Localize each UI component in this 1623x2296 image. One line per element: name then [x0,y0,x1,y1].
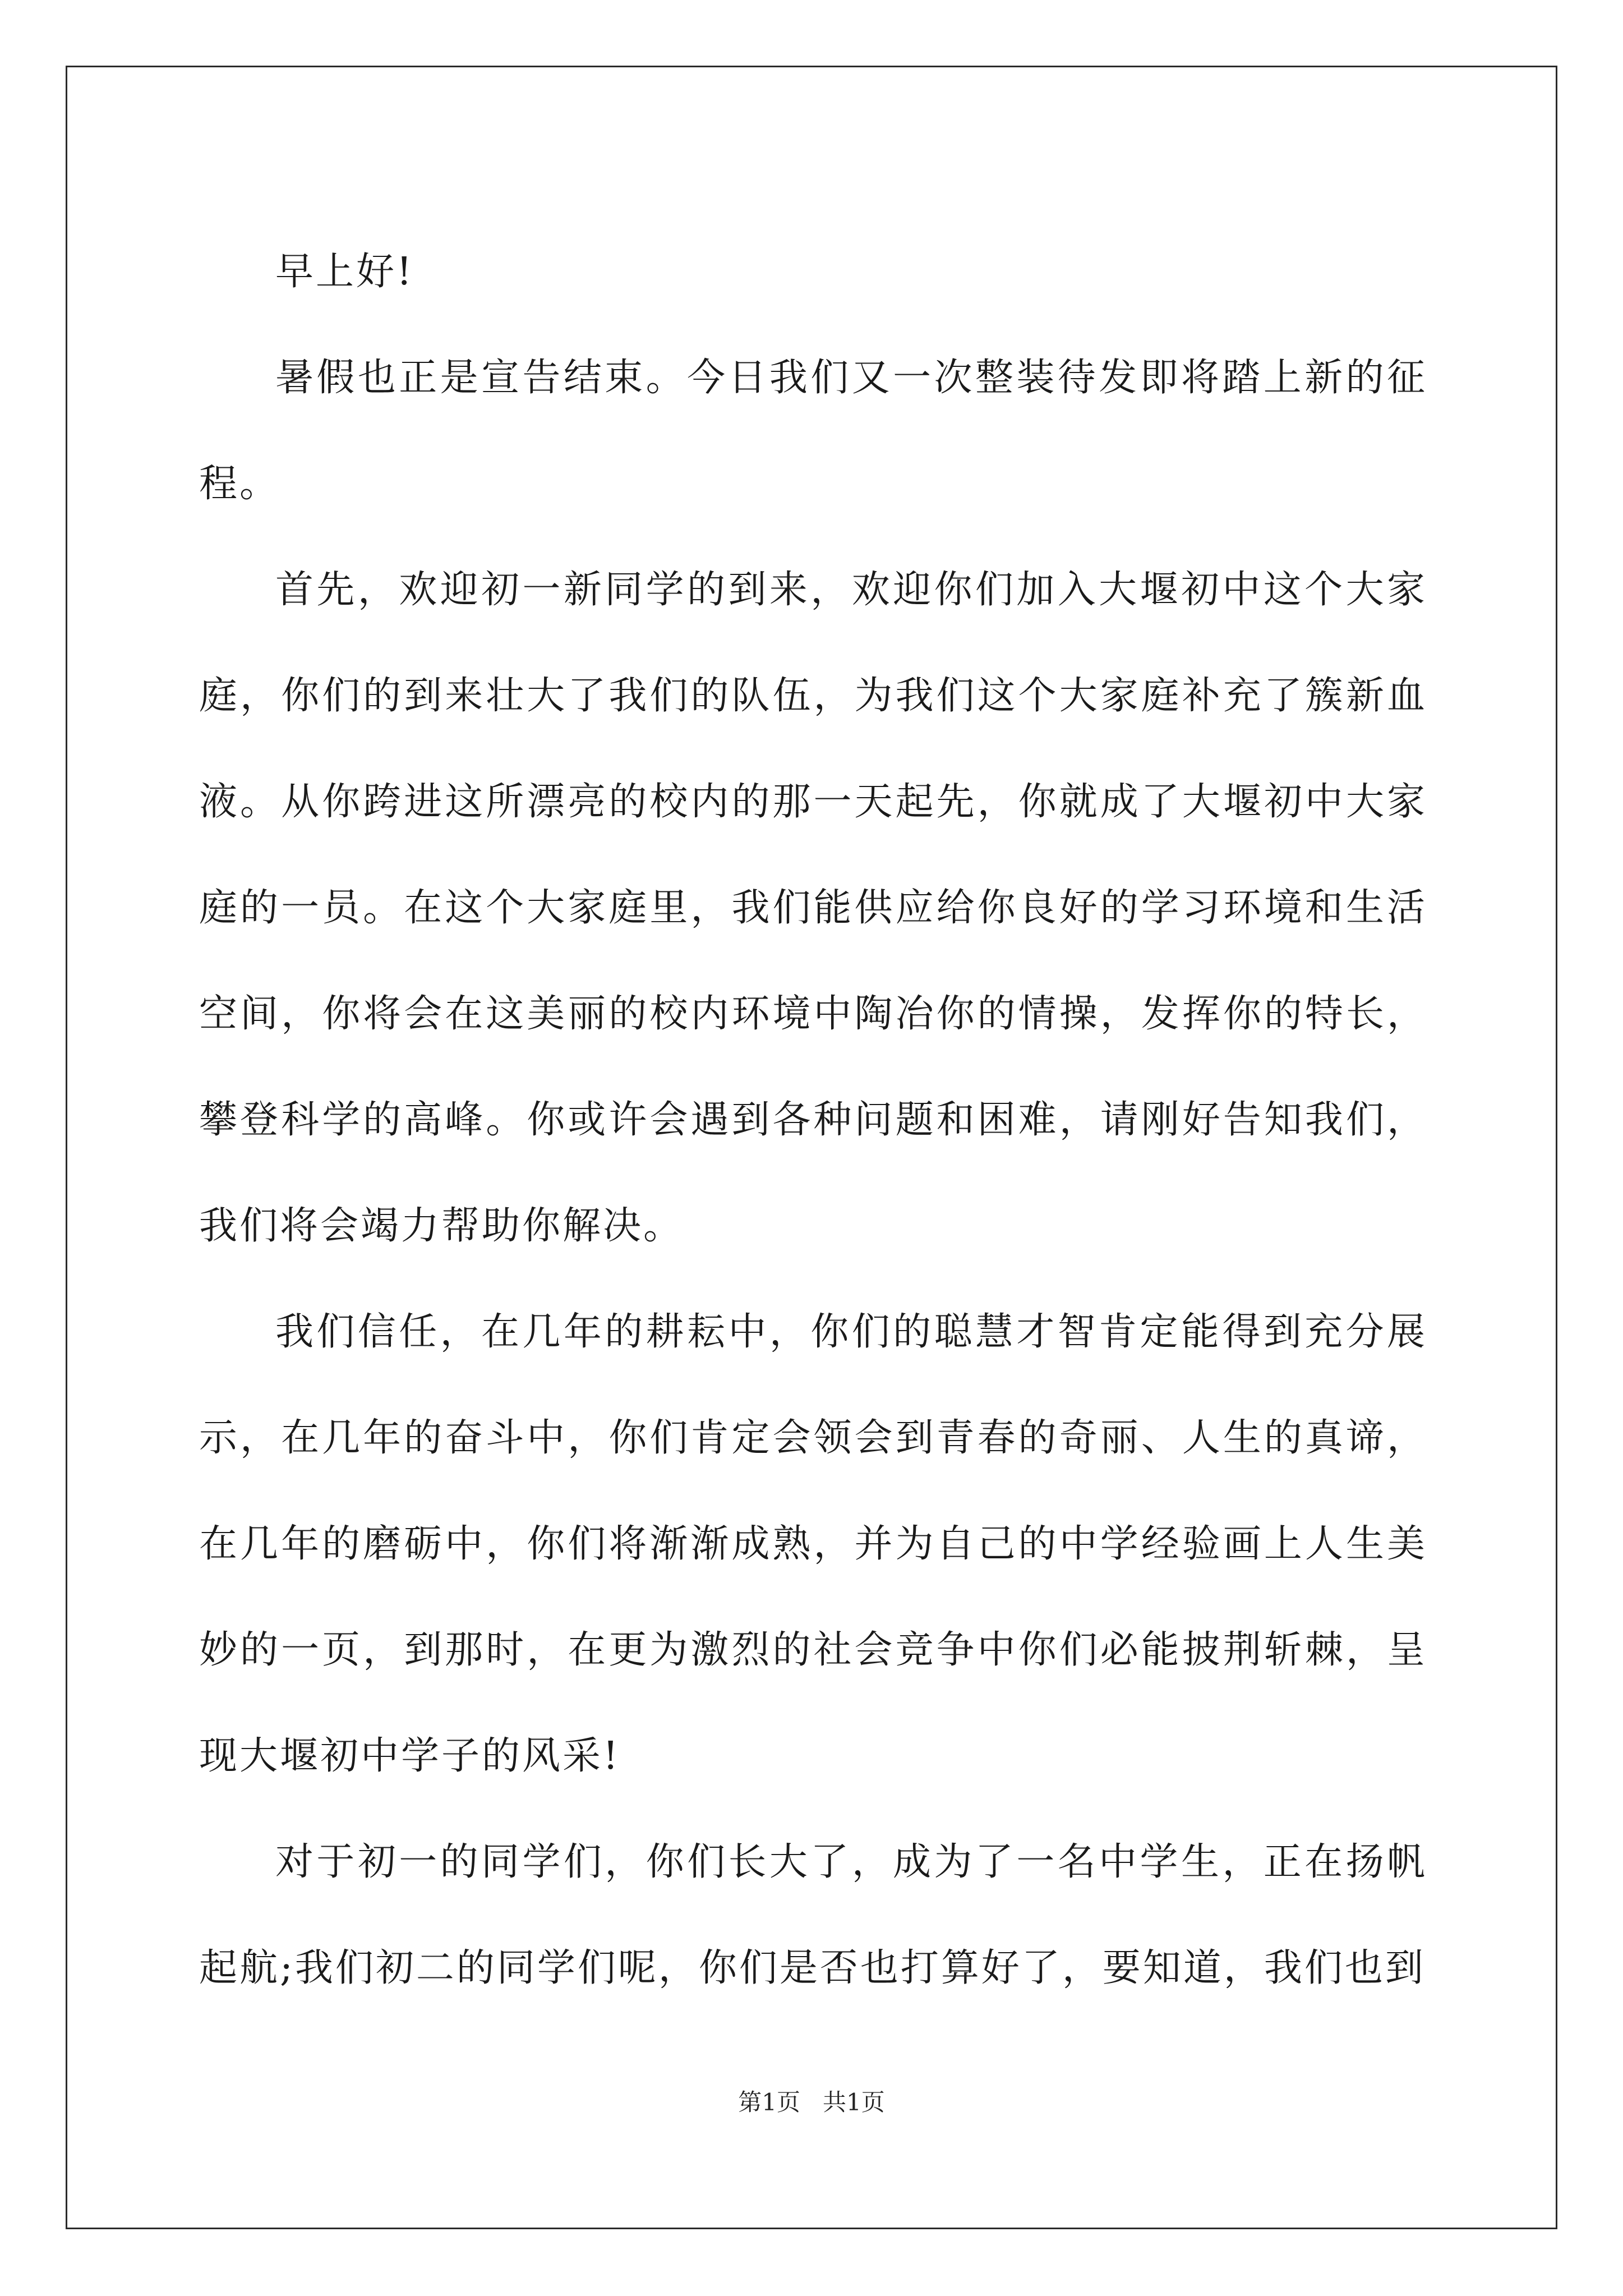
page-total: 共1页 [823,2088,885,2116]
page-number: 第1页 [738,2088,800,2116]
page-footer [0,2084,1623,2118]
greeting-paragraph: 早上好! [275,250,414,294]
paragraph-trust: 我们信任，在几年的耕耘中，你们的聪慧才智肯定能得到充分展示，在几年的奋斗中，你们肯定会领会到青春的奇丽、人生的真谛，在几年的磨砺中，你们将渐渐成熟，并为自己的中学经验画上人生美妙的一页，到那时，在更为激烈的社会竞争中你们必能披荆斩棘，呈现大堰初中学子的风采! [199,1310,1427,1778]
paragraph-summer-end: 暑假也正是宣告结束。今日我们又一次整装待发即将踏上新的征程。 [199,356,1427,506]
paragraph-grade-one: 对于初一的同学们，你们长大了，成为了一名中学生，正在扬帆起航;我们初二的同学们呢，你们是否也打算好了，要知道，我们也到 [199,1840,1427,1990]
document-body [199,219,1427,2021]
paragraph-welcome: 首先，欢迎初一新同学的到来，欢迎你们加入大堰初中这个大家庭，你们的到来壮大了我们的队伍，为我们这个大家庭补充了簇新血液。从你跨进这所漂亮的校内的那一天起先，你就成了大堰初中大家庭的一员。在这个大家庭里，我们能供应给你良好的学习环境和生活空间，你将会在这美丽的校内环境中陶冶你的情操，发挥你的特长，攀登科学的高峰。你或许会遇到各种问题和困难，请刚好告知我们，我们将会竭力帮助你解决。 [199,568,1427,1248]
